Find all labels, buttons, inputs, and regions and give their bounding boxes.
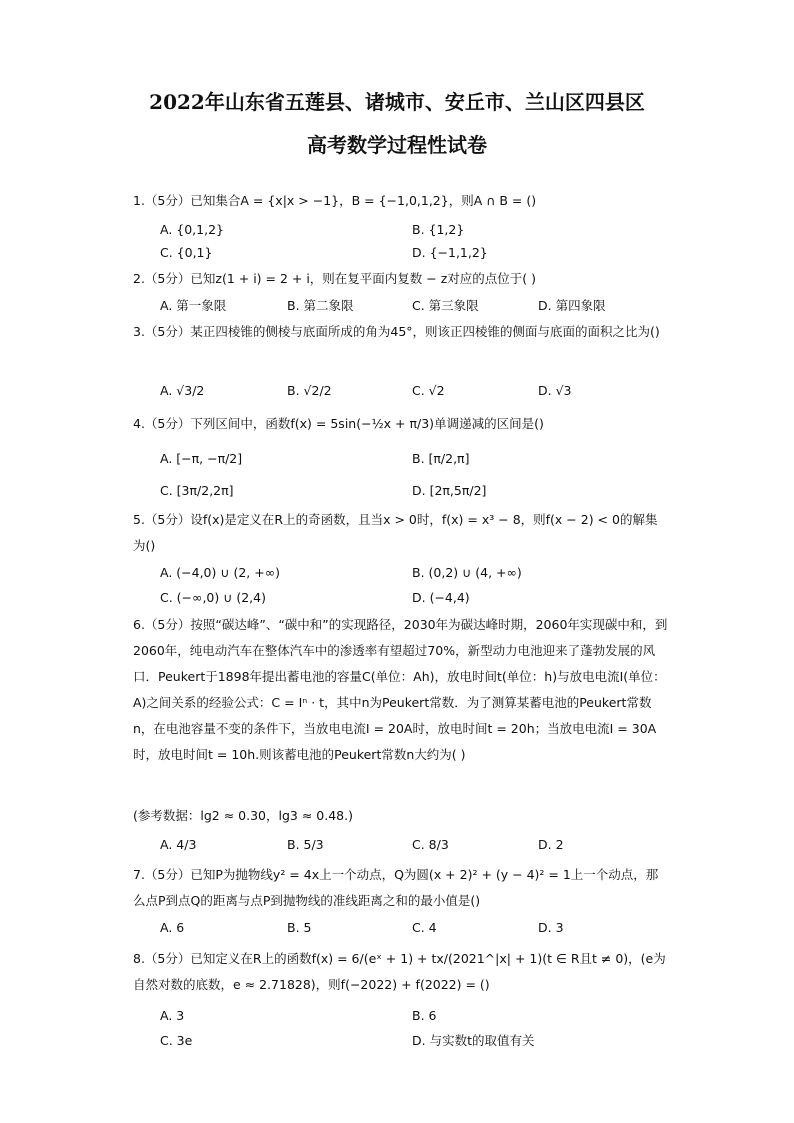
question-3-option-a: A. √3/2 — [160, 383, 205, 398]
question-5-stem: 5.（5分）设f(x)是定义在R上的奇函数，且当x > 0时，f(x) = x³ − 8，则f(x − 2) < 0的解集为() — [133, 512, 658, 553]
question-7-stem: 7.（5分）已知P为抛物线y² = 4x上一个动点，Q为圆(x + 2)² + (y − 4)² = 1上一个动点，那么点P到点Q的距离与点P到抛物线的准线距离之和的最小值是() — [133, 867, 659, 908]
question-4-option-d: D. [2π,5π/2] — [412, 483, 487, 498]
title-line-1: 2022年山东省五莲县、诸城市、安丘市、兰山区四县区 — [149, 90, 645, 114]
question-1-option-c: C. {0,1} — [160, 245, 213, 260]
question-6-option-a: A. 4/3 — [160, 837, 197, 852]
question-8-option-d: D. 与实数t的取值有关 — [412, 1033, 535, 1048]
question-4-option-a: A. [−π, −π/2] — [160, 451, 243, 466]
question-7-option-d: D. 3 — [538, 920, 564, 935]
question-4-option-c: C. [3π/2,2π] — [160, 483, 234, 498]
question-5-option-b: B. (0,2) ∪ (4, +∞) — [412, 565, 522, 580]
question-5-option-c: C. (−∞,0) ∪ (2,4) — [160, 590, 266, 605]
question-6-option-b: B. 5/3 — [287, 837, 324, 852]
question-6-option-c: C. 8/3 — [412, 837, 449, 852]
question-2-stem: 2.（5分）已知z(1 + i) = 2 + i，则在复平面内复数 − z对应的点位于( ) — [133, 271, 537, 286]
question-3-option-b: B. √2/2 — [287, 383, 332, 398]
question-2-option-a: A. 第一象限 — [160, 298, 227, 313]
question-4-option-b: B. [π/2,π] — [412, 451, 470, 466]
question-1-stem: 1.（5分）已知集合A = {x|x > −1}，B = {−1,0,1,2}，则A ∩ B = () — [133, 193, 537, 208]
question-3-option-c: C. √2 — [412, 383, 445, 398]
question-5-option-d: D. (−4,4) — [412, 590, 470, 605]
question-6-stem: 6.（5分）按照“碳达峰”、“碳中和”的实现路径，2030年为碳达峰时期，2060年实现碳中和，到2060年，纯电动汽车在整体汽车中的渗透率有望超过70%，新型动力电池迎来了蓬勃发展的风口．Peukert于1898年提出蓄电池的容量C(单位：Ah)，放电时间t(单位：h)与放电电流I(单位：A)之间关系的经验公式：C = Iⁿ · t，其中n为Peukert常数．为了测算某蓄电池的Peukert常数n，在电池容量不变的条件下，当放电电流I = 20A时，放电时间t = 20h；当放电电流I = 30A时，放电时间t = 10h.则该蓄电池的Peukert常数n大约为( ) — [133, 617, 668, 762]
title-line-2: 高考数学过程性试卷 — [307, 133, 487, 157]
question-8-stem: 8.（5分）已知定义在R上的函数f(x) = 6/(eˣ + 1) + tx/(2021^|x| + 1)(t ∈ R且t ≠ 0)，(e为自然对数的底数，e ≈ 2.71828)，则f(−2022) + f(2022) = () — [133, 951, 666, 992]
question-6-option-d: D. 2 — [538, 837, 564, 852]
question-2-option-c: C. 第三象限 — [412, 298, 479, 313]
question-8-option-a: A. 3 — [160, 1008, 185, 1023]
question-6-reference-data: (参考数据：lg2 ≈ 0.30，lg3 ≈ 0.48.) — [133, 808, 353, 823]
question-5-option-a: A. (−4,0) ∪ (2, +∞) — [160, 565, 281, 580]
question-8-option-b: B. 6 — [412, 1008, 437, 1023]
question-8-option-c: C. 3e — [160, 1033, 193, 1048]
question-7-option-c: C. 4 — [412, 920, 437, 935]
question-2-option-d: D. 第四象限 — [538, 298, 606, 313]
question-1-option-b: B. {1,2} — [412, 222, 465, 237]
question-3-stem: 3.（5分）某正四棱锥的侧棱与底面所成的角为45°，则该正四棱锥的侧面与底面的面积之比为() — [133, 324, 660, 339]
question-1-option-d: D. {−1,1,2} — [412, 245, 488, 260]
question-7-option-b: B. 5 — [287, 920, 312, 935]
question-7-option-a: A. 6 — [160, 920, 185, 935]
question-3-option-d: D. √3 — [538, 383, 572, 398]
question-4-stem: 4.（5分）下列区间中，函数f(x) = 5sin(−½x + π/3)单调递减的区间是() — [133, 416, 544, 431]
question-2-option-b: B. 第二象限 — [287, 298, 354, 313]
question-1-option-a: A. {0,1,2} — [160, 222, 224, 237]
